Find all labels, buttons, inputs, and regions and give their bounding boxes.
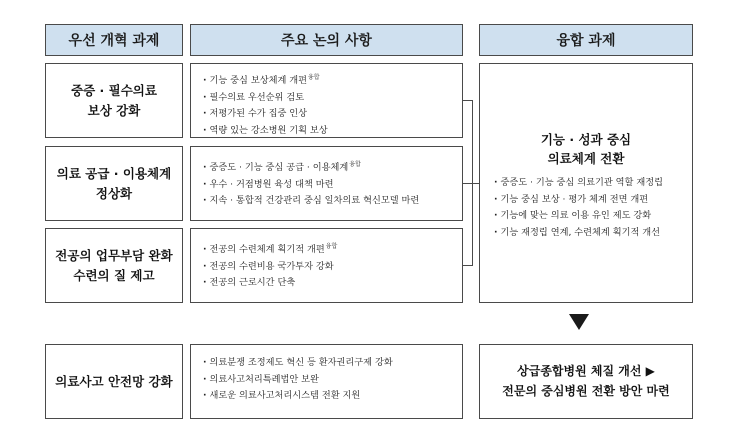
discussion-box-supply-system	[190, 146, 463, 221]
outcome-box	[479, 344, 693, 419]
task-title-line: 의료사고 안전망 강화	[55, 373, 173, 389]
convergence-tag: 융합	[325, 243, 338, 250]
header-main-discussion-label: 주요 논의 사항	[281, 33, 372, 49]
discussion-item	[203, 239, 454, 259]
task-title-line: 정상화	[95, 185, 133, 201]
down-arrow-icon	[569, 314, 589, 330]
convergence-item: · 기능 중심 보상 · 평가 체계 전면 개편	[494, 192, 663, 209]
task-box-supply-system	[45, 146, 183, 221]
discussion-item	[203, 123, 454, 140]
convergence-title	[480, 130, 692, 169]
discussion-item-text: 의료사고처리특례법안 보완	[209, 373, 319, 385]
discussion-item	[203, 177, 454, 194]
convergence-item: · 중증도 · 기능 중심 의료기관 역할 재정립	[494, 175, 663, 192]
discussion-item-text: 기능 중심 보상체계 개편	[209, 75, 308, 87]
discussion-item-text: 전공의 근로시간 단축	[209, 277, 296, 289]
convergence-tag: 융합	[308, 74, 320, 81]
convergence-item: · 기능에 맞는 의료 이용 유인 제도 강화	[494, 208, 663, 225]
task-box-safety-net	[45, 344, 183, 419]
header-main-discussion	[190, 24, 463, 56]
task-box-resident-training	[45, 228, 183, 303]
header-priority-tasks-label: 우선 개혁 과제	[68, 33, 160, 49]
header-priority-tasks	[45, 24, 183, 56]
discussion-box-resident-training	[190, 228, 463, 303]
task-title-line: 의료 공급 · 이용체계	[56, 166, 172, 182]
convergence-item: · 기능 재정립 연계, 수련체계 획기적 개선	[494, 225, 663, 242]
convergence-title-line: 의료체계 전환	[547, 151, 625, 167]
discussion-item	[203, 388, 454, 405]
task-title-line: 중증 · 필수의료	[71, 83, 157, 99]
discussion-item	[203, 70, 454, 90]
convergence-title-line: 기능 · 성과 중심	[540, 132, 632, 147]
header-convergence	[479, 24, 693, 56]
connector-line	[472, 183, 479, 184]
convergence-tag: 융합	[349, 161, 361, 168]
convergence-box	[479, 63, 693, 303]
discussion-item	[203, 372, 454, 389]
discussion-item-text: 전공의 수련체계 획기적 개편	[209, 244, 325, 256]
discussion-item	[203, 193, 454, 210]
discussion-item	[203, 90, 454, 107]
discussion-item-text: 전공의 수련비용 국가투자 강화	[209, 260, 334, 272]
task-title-line: 수련의 질 제고	[73, 267, 155, 283]
discussion-item	[203, 106, 454, 123]
discussion-item	[203, 259, 454, 276]
outcome-line: 상급종합병원 체질 개선 ▶	[517, 364, 655, 379]
task-box-essential-care	[45, 63, 183, 138]
discussion-item-text: 우수 · 거점병원 육성 대책 마련	[209, 178, 334, 190]
discussion-item-text: 지속 · 통합적 건강관리 중심 일차의료 혁신모델 마련	[209, 195, 420, 207]
task-title-line: 전공의 업무부담 완화	[55, 248, 173, 264]
discussion-box-safety-net	[190, 344, 463, 419]
discussion-item-text: 중증도 · 기능 중심 공급 · 이용체계	[209, 162, 349, 174]
discussion-item-text: 새로운 의료사고처리시스템 전환 지원	[209, 390, 361, 401]
discussion-box-essential-care	[190, 63, 463, 138]
discussion-item	[203, 355, 454, 372]
discussion-item	[203, 157, 454, 177]
discussion-item	[203, 275, 454, 292]
discussion-item-text: 역량 있는 강소병원 기획 보상	[209, 124, 328, 136]
outcome-line: 전문의 중심병원 전환 방안 마련	[502, 383, 670, 398]
discussion-item-text: 저평가된 수가 집중 인상	[209, 108, 308, 120]
discussion-item-text: 필수의료 우선순위 검토	[209, 91, 305, 103]
task-title-line: 보상 강화	[87, 102, 141, 118]
header-convergence-label: 융합 과제	[556, 33, 616, 49]
discussion-item-text: 의료분쟁 조정제도 혁신 등 환자권리구제 강화	[209, 357, 393, 368]
